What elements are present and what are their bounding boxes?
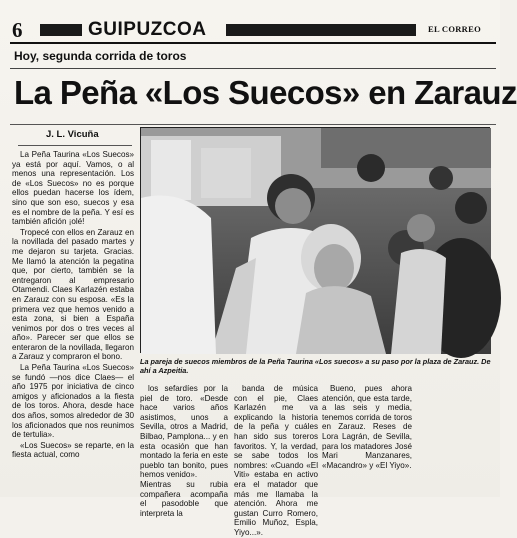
article-paragraph: La Peña Taurina «Los Suecos» se fundó —nos dice Claes— el año 1975 por iniciativa de cinco amigos y aficionados a la fiesta de los toros. Ahora, desde hace dos años, somos alrededor de 30 los aficionados que nos reunimos de tertulia». (12, 363, 134, 440)
article-paragraph: los sefardíes por la piel de toro. «Desde hace varios años asistimos, unos a Sevilla, otros a Madrid, Bilbao, Pamplona... y en esta ocasión que han montado la feria en este pueblo tan bonito, pues hemos venido». Mientras su rubia compañera acompaña el pasodoble que interpreta la (140, 384, 228, 518)
article-column-left (12, 150, 134, 493)
article-paragraph: Bueno, pues ahora atención, que esta tarde, a las seis y media, tenemos corrida de toros en Zarauz. Reses de Lora Lagrán, de Sevilla, para los matadores José Mari Manzanares, «Macandro» y «El Yiyo». (322, 384, 412, 470)
divider (10, 42, 496, 44)
section-title: GUIPUZCOA (88, 19, 207, 40)
header-bar (226, 24, 416, 36)
photo-caption: La pareja de suecos miembros de la Peña Taurina «Los suecos» a su paso por la plaza de Zarauz. De ahí a Azpeitia. (140, 357, 491, 375)
article-photo (140, 127, 490, 353)
article-headline: La Peña «Los Suecos» en Zarauz (14, 74, 517, 111)
header-bar (40, 24, 82, 36)
divider (10, 124, 496, 125)
newspaper-name: EL CORREO (428, 24, 482, 34)
article-column (140, 384, 228, 518)
divider (10, 68, 496, 69)
article-paragraph: «Los Suecos» se reparte, en la fiesta actual, como (12, 440, 134, 460)
photo-illustration (141, 128, 491, 354)
article-byline: J. L. Vicuña (46, 129, 99, 140)
page-number: 6 (12, 18, 23, 42)
article-paragraph: Tropecé con ellos en Zarauz en la novillada del pasado martes y me dejaron su tarjeta. Gracias. Me llamó la atención la pegatina que, por cierto, también se la entregaron al empresario Otamendi. Claes Karlazén estaba en Zarauz con su esposa. «Es la primera vez que hemos venido a esta zona, si bien a España venimos por dos o tres veces al año». Parecer ser que ellos se enteraron de la novillada, llegaron a Zarauz y compraron el bono. (12, 227, 134, 362)
article-paragraph: banda de música con el pie, Claes Karlazén me va explicando la historia de la peña y cuáles han sido sus toreros favoritos. Y, la verdad, se sabe todos los nombres: «Cuando «El Viti» estaba en activo era el matador que más me llamaba la atención. Ahora me gustan Curro Romero, Emilio Muñoz, Espla, Yiyo...». (234, 384, 318, 537)
article-paragraph: La Peña Taurina «Los Suecos» ya está por aquí. Vamos, o al menos una representación. Los de «Los Suecos» no es porque ellos puedan hacerse los ídem, sino que son eso, suecos y esa es el nombre de la peña. Y esí es también afición ¡olé! (12, 150, 134, 227)
article-kicker: Hoy, segunda corrida de toros (14, 49, 187, 63)
article-column (322, 384, 412, 494)
divider (18, 145, 132, 146)
article-column (234, 384, 318, 537)
